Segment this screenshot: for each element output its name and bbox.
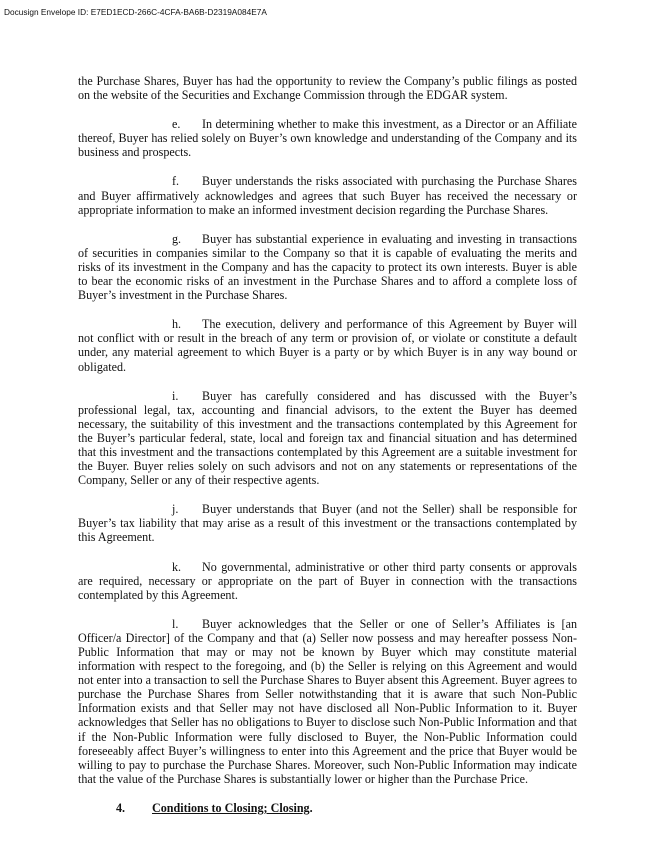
- intro-paragraph: the Purchase Shares, Buyer has had the opportunity to review the Company’s public filings as posted on the website of the Securities and Exchange Commission through the EDGAR system.: [78, 74, 577, 103]
- section-heading: [78, 801, 577, 815]
- clause-text: Buyer acknowledges that the Seller or one of Seller’s Affiliates is [an Officer/a Director] of the Company and that (a) Seller now possess and may hereafter possess Non-Public Information that may or may not be known by Buyer which may constitute material information with respect to the foregoing, and (b) the Seller is relying on this Agreement and would not enter into a transaction to sell the Purchase Shares to Buyer absent this Agreement. Buyer agrees to purchase the Purchase Shares from Seller notwithstanding that it is aware that such Non-Public Information exists and that Seller may not have disclosed all Non-Public Information to it. Buyer acknowledges that Seller has no obligations to Buyer to disclose such Non-Public Information and that if the Non-Public Information were fully disclosed to Buyer, the Non-Public Information could foreseeably affect Buyer’s willingness to enter into this Agreement and the price that Buyer would be willing to pay to purchase the Purchase Shares. Moreover, such Non-Public Information may indicate that the value of the Purchase Shares is substantially lower or higher than the Purchase Price.: [78, 616, 577, 786]
- clause-l: [78, 617, 577, 786]
- clause-label: h.: [172, 317, 182, 332]
- clause-label: g.: [172, 231, 182, 246]
- clause-label: k.: [172, 559, 182, 574]
- clause-label: i.: [172, 388, 179, 403]
- clause-h: [78, 317, 577, 373]
- clause-text: Buyer has carefully considered and has discussed with the Buyer’s professional legal, tax, accounting and financial advisors, to the extent the Buyer has deemed necessary, the suitability of this investment and the transactions contemplated by this Agreement for the Buyer’s particular federal, state, local and foreign tax and financial situation and has determined that this investment and the transactions contemplated by this Agreement are a suitable investment for the Buyer. Buyer relies solely on such advisors and not on any statements or representations of the Company, Seller or any of their respective agents.: [78, 388, 577, 488]
- clause-g: [78, 232, 577, 302]
- clause-j: [78, 502, 577, 544]
- clause-label: f.: [172, 174, 180, 189]
- clause-text: No governmental, administrative or other third party consents or approvals are required, necessary or appropriate on the part of Buyer in connection with the transactions contemplated by this Agreement.: [78, 559, 577, 602]
- clause-label: l.: [172, 616, 179, 631]
- clause-k: [78, 560, 577, 602]
- clause-f: [78, 174, 577, 216]
- clause-text: Buyer understands that Buyer (and not the Seller) shall be responsible for Buyer’s tax liability that may arise as a result of this investment or the transactions contemplated by this Agreement.: [78, 502, 577, 545]
- section-title-period: .: [309, 800, 313, 815]
- clause-text: In determining whether to make this investment, as a Director or an Affiliate thereof, Buyer has relied solely on Buyer’s own knowledge and understanding of the Company and its business and prospects.: [78, 117, 577, 160]
- clause-text: Buyer has substantial experience in evaluating and investing in transactions of securities in companies similar to the Company so that it is capable of evaluating the merits and risks of its investment in the Company and has the capacity to protect its own interests. Buyer is able to bear the economic risks of an investment in the Purchase Shares and to afford a complete loss of Buyer’s investment in the Purchase Shares.: [78, 231, 577, 303]
- clause-label: e.: [172, 117, 181, 132]
- section-number: 4.: [116, 800, 126, 815]
- clause-text: The execution, delivery and performance of this Agreement by Buyer will not conflict with or result in the breach of any term or provision of, or violate or constitute a default under, any material agreement to which Buyer is a party or by which Buyer is in any way bound or obligated.: [78, 317, 577, 374]
- clause-label: j.: [172, 502, 179, 517]
- clause-i: [78, 389, 577, 488]
- section-title: Conditions to Closing; Closing: [152, 800, 310, 815]
- clause-text: Buyer understands the risks associated with purchasing the Purchase Shares and Buyer affirmatively acknowledges and agrees that such Buyer has received the necessary or appropriate information to make an informed investment decision regarding the Purchase Shares.: [78, 174, 577, 217]
- clause-e: [78, 117, 577, 159]
- document-body: [78, 74, 577, 815]
- docusign-envelope-id: Docusign Envelope ID: E7ED1ECD-266C-4CFA-BA6B-D2319A084E7A: [4, 7, 267, 17]
